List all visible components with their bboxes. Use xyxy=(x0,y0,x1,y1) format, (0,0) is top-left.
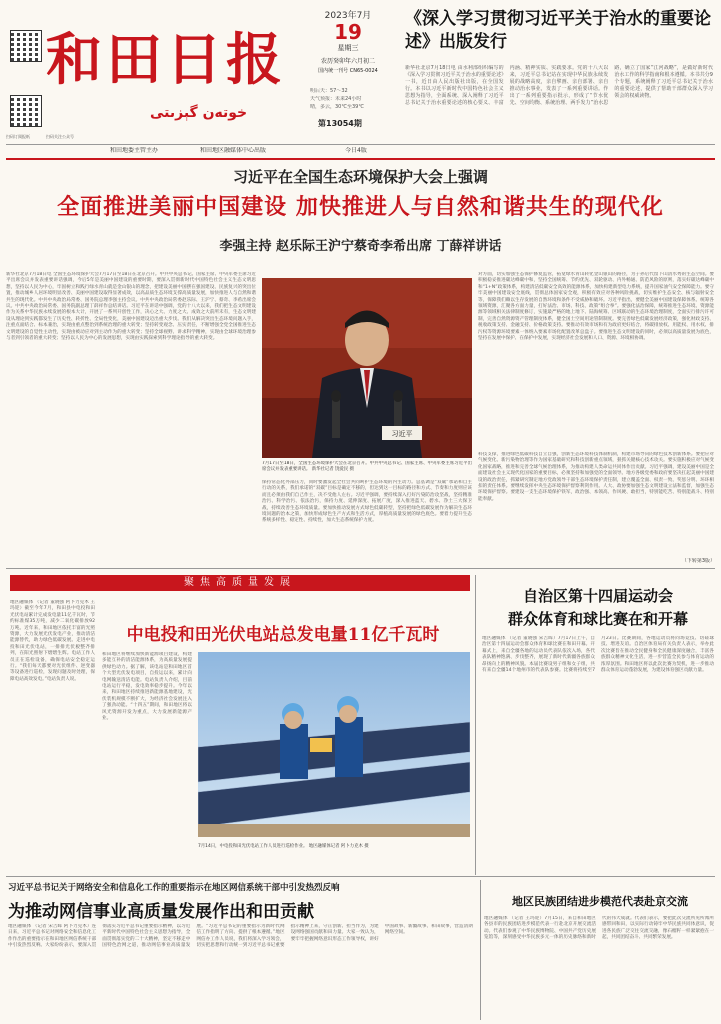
lead-body-bottom: 保持常态化外部压力，同时要激发起全社会共同呵护生态环境的内生动力。总基调是“双碳”承诺和自主行动的关系，我们承诺的“双碳”目标是确定不移的，但达到这一目标的路径和方式、节奏和力度则应该而且必须由我们自己作主，决不受他人左右。习近平强调，要持续深入打好污染防治攻坚战，坚持精准治污、科学治污、依法治污，保持力度、延伸深度、拓展广度，深入推进蓝天、碧水、净土三大保卫战，持续改善生态环境质量。要加快推动发展方式绿色低碳转型，坚持把绿色低碳发展作为解决生态环境问题的治本之策，加快形成绿色生产方式和生活方式，厚植高质量发展的绿色底色。要着力提升生态系统多样性、稳定性、持续性，加大生态系统保护力度。 xyxy=(262,480,472,524)
bottom-section-rule xyxy=(6,876,715,877)
unity-body: 地区融媒体 （记者 王玛迎）7月15日，来自和田地区各县市的民族团结进步模范代表一行赴北京开展交流活动。代表们参观了中华民族博物院、中国共产党历史展览馆等，深刻感受中华民族多元一体的历史脉络和新时代的伟大成就。代表们表示，要把此次交流所见所闻所感带回和田，以实际行动铸牢中华民族共同体意识，促进各民族广泛交往交流交融，像石榴籽一样紧紧抱在一起，共同团结奋斗、共同繁荣发展。 xyxy=(484,916,714,941)
lead-body-far-right: 科技支撑，推进绿色低碳科技自立自强，创新生态环境科技体制机制，构建市场导向的绿色技术创新体系。要把应对气候变化、新污染物治理等作为国家基础研究和科技创新重点领域，狠抓关键核心技术攻关。要实施积极应对气候变化国家战略，推进和完善全球气候治理体系，为推动构建人类命运共同体作出贡献。习近平强调，建设美丽中国是全面建设社会主义现代化国家的重要目标，必须坚持和加强党的全面领导。地方各级党委和政府要坚决扛起美丽中国建设的政治责任，抓紧研究制定地方党政领导干部生态环境保护责任制，建立覆盖全面、权责一致、奖惩分明、环环相扣的责任体系。要继续发挥中央生态环境保护督察利剑作用。人大、政协要加强生态文明建设立法和监督，加强生态环境保护督察。要建设一支生态环境保护铁军，政治强、本领高、作风硬、敢担当，特别能吃苦、特别能战斗、特别能奉献。 xyxy=(478,452,714,502)
bottom-column-divider xyxy=(480,880,481,1020)
top-banner-body: 新华社北京7月18日电 由水利部组织编写的《深入学习贯彻习近平关于治水的重要论述》一书，近日由人民出版社出版，在全国发行。本书以习近平新时代中国特色社会主义思想为指导，全面系统、深入阐释了习近平总书记关于治水重要论述的核心要义、丰富内涵、精神实质、实践要求。党的十八大以来，习近平总书记站在实现中华民族永续发展的战略高度，亲自擘画、亲自部署、亲自推动治水事业，发表了一系列重要讲话。作出了一系列重要指示批示，形成了“节水优先、空间均衡、系统治理、两手发力”治水思路，确立了国家“江河战略”，是做好新时代治水工作的科学指南和根本遵循。本书共分9个专题，系统阐释了习近平总书记关于治水的重要论述，提供了帮助干部群众深入学习领会的权威读物。 xyxy=(405,65,713,106)
solar-body-mid: 和田地区将继续加快新能源项目建设，构建多能互补的清洁能源体系，为高质量发展提供绿色动力。据了解，该电站是和田地区首个大型光伏发电项目，自投运以来，累计向电网输送清洁电能。电站负责人介绍，目前电站运行平稳，发电效率稳步提升。今年以来，和田地区持续推进新能源基地建设，光伏装机规模不断扩大，为经济社会发展注入了强劲动能。“十四五”期间，和田地区将以风光资源开发为重点，大力发展新能源产业。 xyxy=(102,652,192,722)
network-body: 地区融媒体 （记者 宋吉晖 阿卜力克木）连日来，习近平总书记对网络安全和信息化工作作出的重要指示在和田地区网信系统干部中引发热烈反响。大家纷纷表示，要深入贯彻落实习近平总书记重要指示精神，以习近平新时代中国特色社会主义思想为指导，全面贯彻落实党的二十大精神，坚定不移走中国特色治网之道，推动网信事业高质量发展。“习近平总书记的重要指示为新时代网信工作指明了方向、提供了根本遵循。”地区网信办工作人员说，我们将深入学习领会，切实把思想和行动统一到习近平总书记重要指示精神上来，守正创新、担当作为，为建设网络强国贡献和田力量。大家一致认为，要牢牢把握网络意识形态工作领导权，讲好中国故事、新疆故事、和田故事，营造清朗网络空间。 xyxy=(8,924,473,949)
weekday: 星期三 xyxy=(337,44,359,52)
lead-body-left: 新华社北京7月18日电 全国生态环境保护大会7月17日至18日在北京召开。中共中央总书记、国家主席、中央军委主席习近平出席会议并发表重要讲话强调，今后5年是美丽中国建设的重要时期，要深入贯彻新时代中国特色社会主义生态文明思想，坚持以人民为中心，牢固树立和践行绿水青山就是金山银山的理念，把建设美丽中国摆在强国建设、民族复兴的突出位置，推动城乡人居环境明显改善、美丽中国建设取得显著成效，以高品质生态环境支撑高质量发展，加快推进人与自然和谐共生的现代化。中共中央政治局常委、国务院总理李强主持会议。中共中央政治局常委赵乐际、王沪宁、蔡奇、李希出席会议。中共中央政治局常委、国务院副总理丁薛祥作总结讲话。习近平在讲话中强调，党的十八大以来，我们把生态文明建设作为关系中华民族永续发展的根本大计，开展了一系列开创性工作，决心之大、力度之大、成效之大前所未有，生态文明建设从理论到实践都发生了历史性、转折性、全局性变化，美丽中国建设迈出重大步伐。我们从解决突出生态环境问题入手，注重点面结合、标本兼治，实现由重点整治到系统治理的重大转变；坚持转变观念、压实责任，不断增强全党全国推进生态文明建设的自觉性主动性，实现由被动应对到主动作为的重大转变；坚持全球视野、讲求科学精神，实现由全球环境治理参与者到引领者的重大转变；坚持以人民为中心的发展思想，实现由实践探索到科学理论指导的重大转变。 xyxy=(6,272,256,342)
pages: 今日4版 xyxy=(345,147,367,154)
masthead-red-rule xyxy=(6,158,715,160)
lead-photo xyxy=(262,278,472,458)
solar-photo xyxy=(198,652,470,837)
issue-number: 第13054期 xyxy=(318,119,362,128)
lead-bottom-rule xyxy=(6,568,715,569)
lead-subline: 李强主持 赵乐际王沪宁蔡奇李希出席 丁薛祥讲话 xyxy=(219,239,502,254)
lead-kicker: 习近平在全国生态环境保护大会上强调 xyxy=(232,168,488,186)
qr-code-newspaper[interactable] xyxy=(10,30,42,62)
top-banner-headline: 《深入学习贯彻习近平关于治水的重要论述》出版发行 xyxy=(405,9,711,52)
date-day: 19 xyxy=(334,20,362,44)
date-year-month: 2023年7月 xyxy=(324,11,372,21)
lead-continued: （下转第3版） xyxy=(681,558,715,564)
qr-label-newspaper: 扫码订阅报纸 xyxy=(6,134,30,139)
publisher: 和田地区融媒体中心出版 xyxy=(200,147,267,154)
cn-number: 国内统一刊号 CN65-0024 xyxy=(318,68,378,74)
weather-line1: 天气预报：未来24小时 xyxy=(310,96,362,102)
newspaper-title: 和田日报 xyxy=(46,27,286,93)
sports-body: 地区融媒体 （记者 董晓强 宋吉晖）7月17日上午，自治区第十四届运动会群众体育和球比赛在和田开幕。开幕式上，来自全疆各地的运动员代表队依次入场，各代表队精神饱满、步伐整齐，展现了新时代新疆各族群众昂扬向上的精神风貌。本届比赛设男子组和女子组，共有来自全疆14个地州市的代表队参赛。比赛将持续至7月23日。比赛期间，各地运动员将同场竞技、切磋球技、增进友谊。自治区体育局有关负责人表示，举办此次比赛旨在推动全民健身和全民健康深度融合，丰富各族群众精神文化生活，进一步营造全民参与体育运动的浓厚氛围。和田地区将以此次比赛为契机，进一步推动群众体育运动蓬勃发展，为建设体育强区贡献力量。 xyxy=(482,636,714,674)
sports-headline-1: 自治区第十四届运动会 xyxy=(522,587,673,605)
qr-label-wechat: 扫码关注公众号 xyxy=(46,134,74,139)
date-block xyxy=(303,8,393,74)
solar-photo-caption: 7月14日，中电投和田光伏电站工作人员进行巡检作业。 地区融媒体记者 阿卜力克木 摄 xyxy=(198,844,369,849)
weather-line2: 晴，多云，30℃至39℃ xyxy=(310,104,364,110)
column-divider xyxy=(475,575,476,875)
lead-photo-image xyxy=(262,278,472,458)
solar-photo-image xyxy=(198,652,470,837)
lead-body-right: 对方面，切实加强生态保护修复监管，拓宽绿水青山转化金山银山的路径，为子孙后代留下山清水秀的生态空间。要积极稳妥推进碳达峰碳中和，坚持全国统筹、节约优先、双轮驱动、内外畅通、防范风险的原则，落实好碳达峰碳中和“1+N”政策体系，构建清洁低碳安全高效的能源体系，加快构建新型电力系统，提升国家油气安全保障能力。要守牢美丽中国建设安全底线，贯彻总体国家安全观，积极有效应对各种风险挑战，切实维护生态安全、核与辐射安全等，保障我们赖以生存发展的自然环境和条件不受威胁和破坏。习近平指出，要健全美丽中国建设保障体系。统筹各领域资源，汇聚各方面力量，打好法治、市场、科技、政策“组合拳”。要强化法治保障，统筹推进生态环境、资源能源等领域相关法律制度修订，实施最严格的地上地下、陆海统筹、区域联动的生态环境治理制度，全面实行排污许可制，完善自然资源资产管理制度体系，健全国土空间用途管制制度。要完善绿色低碳发展经济政策，强化财政支持、税收政策支持、金融支持、价格政策支持。要推动有效市场和有为政府更好结合，将碳排放权、用能权、用水权、排污权等资源环境要素一体纳入要素市场化配置改革总盘子。要推进生态文明建设的同时，必须以高质量发展为底色，坚持在发展中保护、在保护中发展，实现经济社会发展和人口、资源、环境相协调。 xyxy=(478,272,714,342)
qr-code-wechat[interactable] xyxy=(10,95,42,127)
unity-headline: 地区民族团结进步模范代表赴京交流 xyxy=(512,895,688,908)
lunar-date: 农历癸卯年六月初二 xyxy=(320,58,375,65)
nameplate-text: 习近平 xyxy=(391,430,413,438)
lead-photo-caption: 7月17日至18日，全国生态环境保护大会在北京召开。中共中央总书记、国家主席、中央军委主席习近平出席会议并发表重要讲话。 新华社记者 饶爱民 摄 xyxy=(262,461,472,472)
sponsor: 和田地委主管主办 xyxy=(110,147,159,154)
lead-headline: 全面推进美丽中国建设 加快推进人与自然和谐共生的现代化 xyxy=(57,194,664,220)
network-headline: 为推动网信事业高质量发展作出和田贡献 xyxy=(8,902,314,922)
solar-body-left: 地区融媒体 （记者 董晓强 阿卜力克木 王玛迎）截至今年7月，和田县中电投和田光伏电站累计完成发电量11亿千瓦时，节约标准煤35万吨，减少二氧化碳排放92万吨。近年来，和田地区依托丰富的光照资源，大力发展光伏发电产业，推动清洁能源替代，助力绿色低碳发展。走进中电投和田光伏电站，一排排光伏板整齐排列，在阳光照射下熠熠生辉。电站工作人员正在巡检设备，确保电站安全稳定运行。“我们每天都要对光伏组件、逆变器等设备进行巡检，发现问题及时处理，保障电站高效发电。”电站负责人说。 xyxy=(10,600,95,682)
sports-headline-2: 群众体育和球比赛在和开幕 xyxy=(507,610,688,628)
uyghur-title: خوتەن گېزىتى xyxy=(150,105,248,121)
weather-title: 明后天：57～32 xyxy=(310,88,348,94)
masthead-rule xyxy=(6,144,715,145)
masthead xyxy=(0,0,721,160)
network-kicker: 习近平总书记关于网络安全和信息化工作的重要指示在地区网信系统干部中引发热烈反响 xyxy=(8,883,340,893)
feature-band: 聚焦高质量发展 xyxy=(10,575,470,591)
solar-headline: 中电投和田光伏电站总发电量11亿千瓦时 xyxy=(126,625,440,645)
